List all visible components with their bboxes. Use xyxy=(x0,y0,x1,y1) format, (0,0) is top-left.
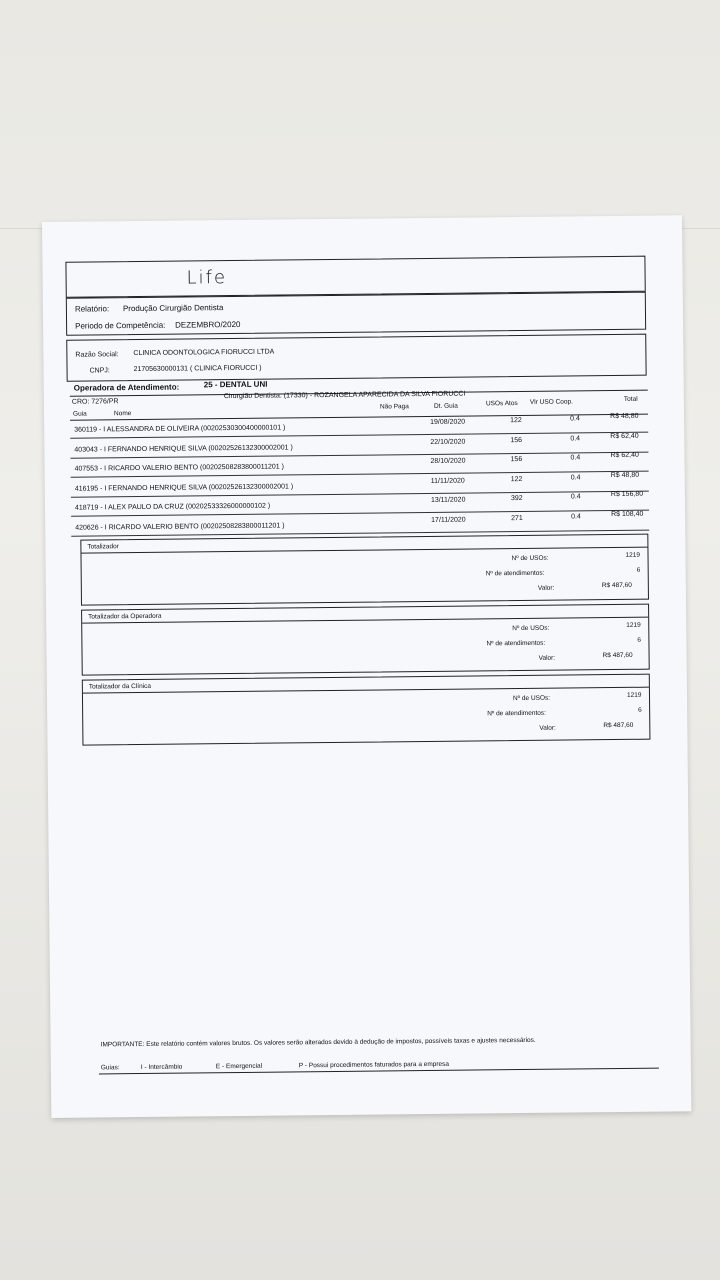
totalizer-title: Totalizador da Clínica xyxy=(88,682,152,691)
periodo-value: DEZEMBRO/2020 xyxy=(175,319,241,330)
row-dt-guia: 28/10/2020 xyxy=(430,457,466,465)
row-dt-guia: 22/10/2020 xyxy=(430,438,466,446)
row-total: R$ 108,40 xyxy=(611,510,644,518)
valor-value: R$ 487,60 xyxy=(602,651,633,660)
razao-value: CLINICA ODONTOLOGICA FIORUCCI LTDA xyxy=(133,348,275,358)
valor-label: Valor: xyxy=(537,584,555,592)
company-box xyxy=(66,334,646,382)
row-dt-guia: 17/11/2020 xyxy=(431,516,466,524)
guias-label: Guias: xyxy=(100,1064,120,1072)
row-guia-nome: 360119 - I ALESSANDRA DE OLIVEIRA (00202530300400000101 ) xyxy=(74,424,286,434)
row-usos: 122 xyxy=(510,416,522,425)
row-total: R$ 62,40 xyxy=(610,432,639,440)
dentist-name: Cirurgião Dentista: (17330) - ROZANGELA APARECIDA DA SILVA FIORUCCI xyxy=(223,390,466,401)
row-dt-guia: 19/08/2020 xyxy=(430,418,466,426)
row-usos: 122 xyxy=(510,475,523,483)
razao-label: Razão Social: xyxy=(75,351,119,359)
header-nao-paga: Não Paga xyxy=(379,403,409,411)
header-total: Total xyxy=(623,395,638,403)
row-total: R$ 62,40 xyxy=(610,451,639,460)
importante-note: IMPORTANTE: Este relatório contém valores brutos. Os valores serão alterados devido à dedução de impostos, possíveis taxas e ajustes necessários. xyxy=(100,1036,536,1049)
life-logo: Life xyxy=(186,267,228,289)
operadora-value: 25 - DENTAL UNI xyxy=(203,379,268,390)
report-paper xyxy=(42,215,691,1118)
atend-value: 6 xyxy=(636,566,641,574)
row-usos: 271 xyxy=(511,514,523,522)
totalizer-title: Totalizador da Operadora xyxy=(88,612,162,621)
usos-value: 1219 xyxy=(625,551,641,559)
row-guia-nome: 420626 - I RICARDO VALERIO BENTO (00202508283800011201 ) xyxy=(75,521,285,532)
cnpj-label: CNPJ: xyxy=(89,367,110,375)
row-usos: 156 xyxy=(510,455,523,464)
row-total: R$ 156,80 xyxy=(610,490,644,499)
header-guia: Guia xyxy=(72,410,87,418)
row-guia-nome: 416195 - I FERNANDO HENRIQUE SILVA (00202526132300002001 ) xyxy=(74,482,294,493)
header-dt-guia: Dt. Guia xyxy=(433,402,458,410)
row-vlr: 0.4 xyxy=(570,473,581,481)
row-usos: 392 xyxy=(510,494,523,503)
legend-intercambio: I - Intercâmbio xyxy=(140,1063,183,1072)
report-info-box xyxy=(66,292,646,336)
row-guia-nome: 403043 - I FERNANDO HENRIQUE SILVA (00202526132300002001 ) xyxy=(74,443,293,454)
totalizer-box xyxy=(82,674,651,746)
periodo-label: Periodo de Competência: xyxy=(75,320,166,331)
totalizer-title: Totalizador xyxy=(87,543,119,551)
usos-value: 1219 xyxy=(626,621,641,629)
row-dt-guia: 13/11/2020 xyxy=(430,496,466,504)
totalizer-box xyxy=(80,534,649,606)
valor-value: R$ 487,60 xyxy=(601,581,632,590)
atend-value: 6 xyxy=(638,706,642,714)
atend-label: Nº de atendimentos: xyxy=(486,639,546,648)
totalizer-box xyxy=(81,604,650,676)
header-nome: Nome xyxy=(113,410,132,418)
atend-label: Nº de atendimentos: xyxy=(485,569,545,578)
row-usos: 156 xyxy=(510,436,523,444)
operadora-label: Operadora de Atendimento: xyxy=(73,382,180,393)
row-vlr: 0.4 xyxy=(571,512,581,520)
usos-value: 1219 xyxy=(626,691,642,699)
row-vlr: 0.4 xyxy=(570,454,581,462)
header-usos: USOs Atos xyxy=(485,400,518,408)
row-total: R$ 48,80 xyxy=(610,471,640,479)
row-dt-guia: 11/11/2020 xyxy=(430,477,465,485)
valor-label: Valor: xyxy=(538,654,556,662)
relatorio-value: Produção Cirurgião Dentista xyxy=(122,303,224,314)
cro: CRO: 7276/PR xyxy=(71,398,119,406)
row-total: R$ 48,80 xyxy=(610,412,639,421)
usos-label: Nº de USOs: xyxy=(511,554,549,563)
legend-procedimentos: P - Possui procedimentos faturados para a empresa xyxy=(298,1060,450,1070)
atend-value: 6 xyxy=(637,636,642,644)
valor-value: R$ 487,60 xyxy=(603,721,634,730)
row-vlr: 0.4 xyxy=(570,434,581,442)
cnpj-value: 21705630000131 ( CLINICA FIORUCCI ) xyxy=(133,364,262,374)
row-vlr: 0.4 xyxy=(570,493,581,501)
usos-label: Nº de USOs: xyxy=(512,624,550,633)
logo-box xyxy=(65,256,645,298)
atend-label: Nº de atendimentos: xyxy=(487,709,546,718)
usos-label: Nº de USOs: xyxy=(512,694,551,703)
row-guia-nome: 418719 - I ALEX PAULO DA CRUZ (00202533326000000102 ) xyxy=(74,502,271,512)
legend-emergencial: E - Emergencial xyxy=(215,1062,263,1071)
row-vlr: 0.4 xyxy=(570,415,580,423)
relatorio-label: Relatório: xyxy=(74,304,110,314)
valor-label: Valor: xyxy=(539,724,556,732)
header-vlr: Vlr USO Coop. xyxy=(529,398,573,406)
row-guia-nome: 407553 - I RICARDO VALERIO BENTO (00202508283800011201 ) xyxy=(74,463,284,473)
